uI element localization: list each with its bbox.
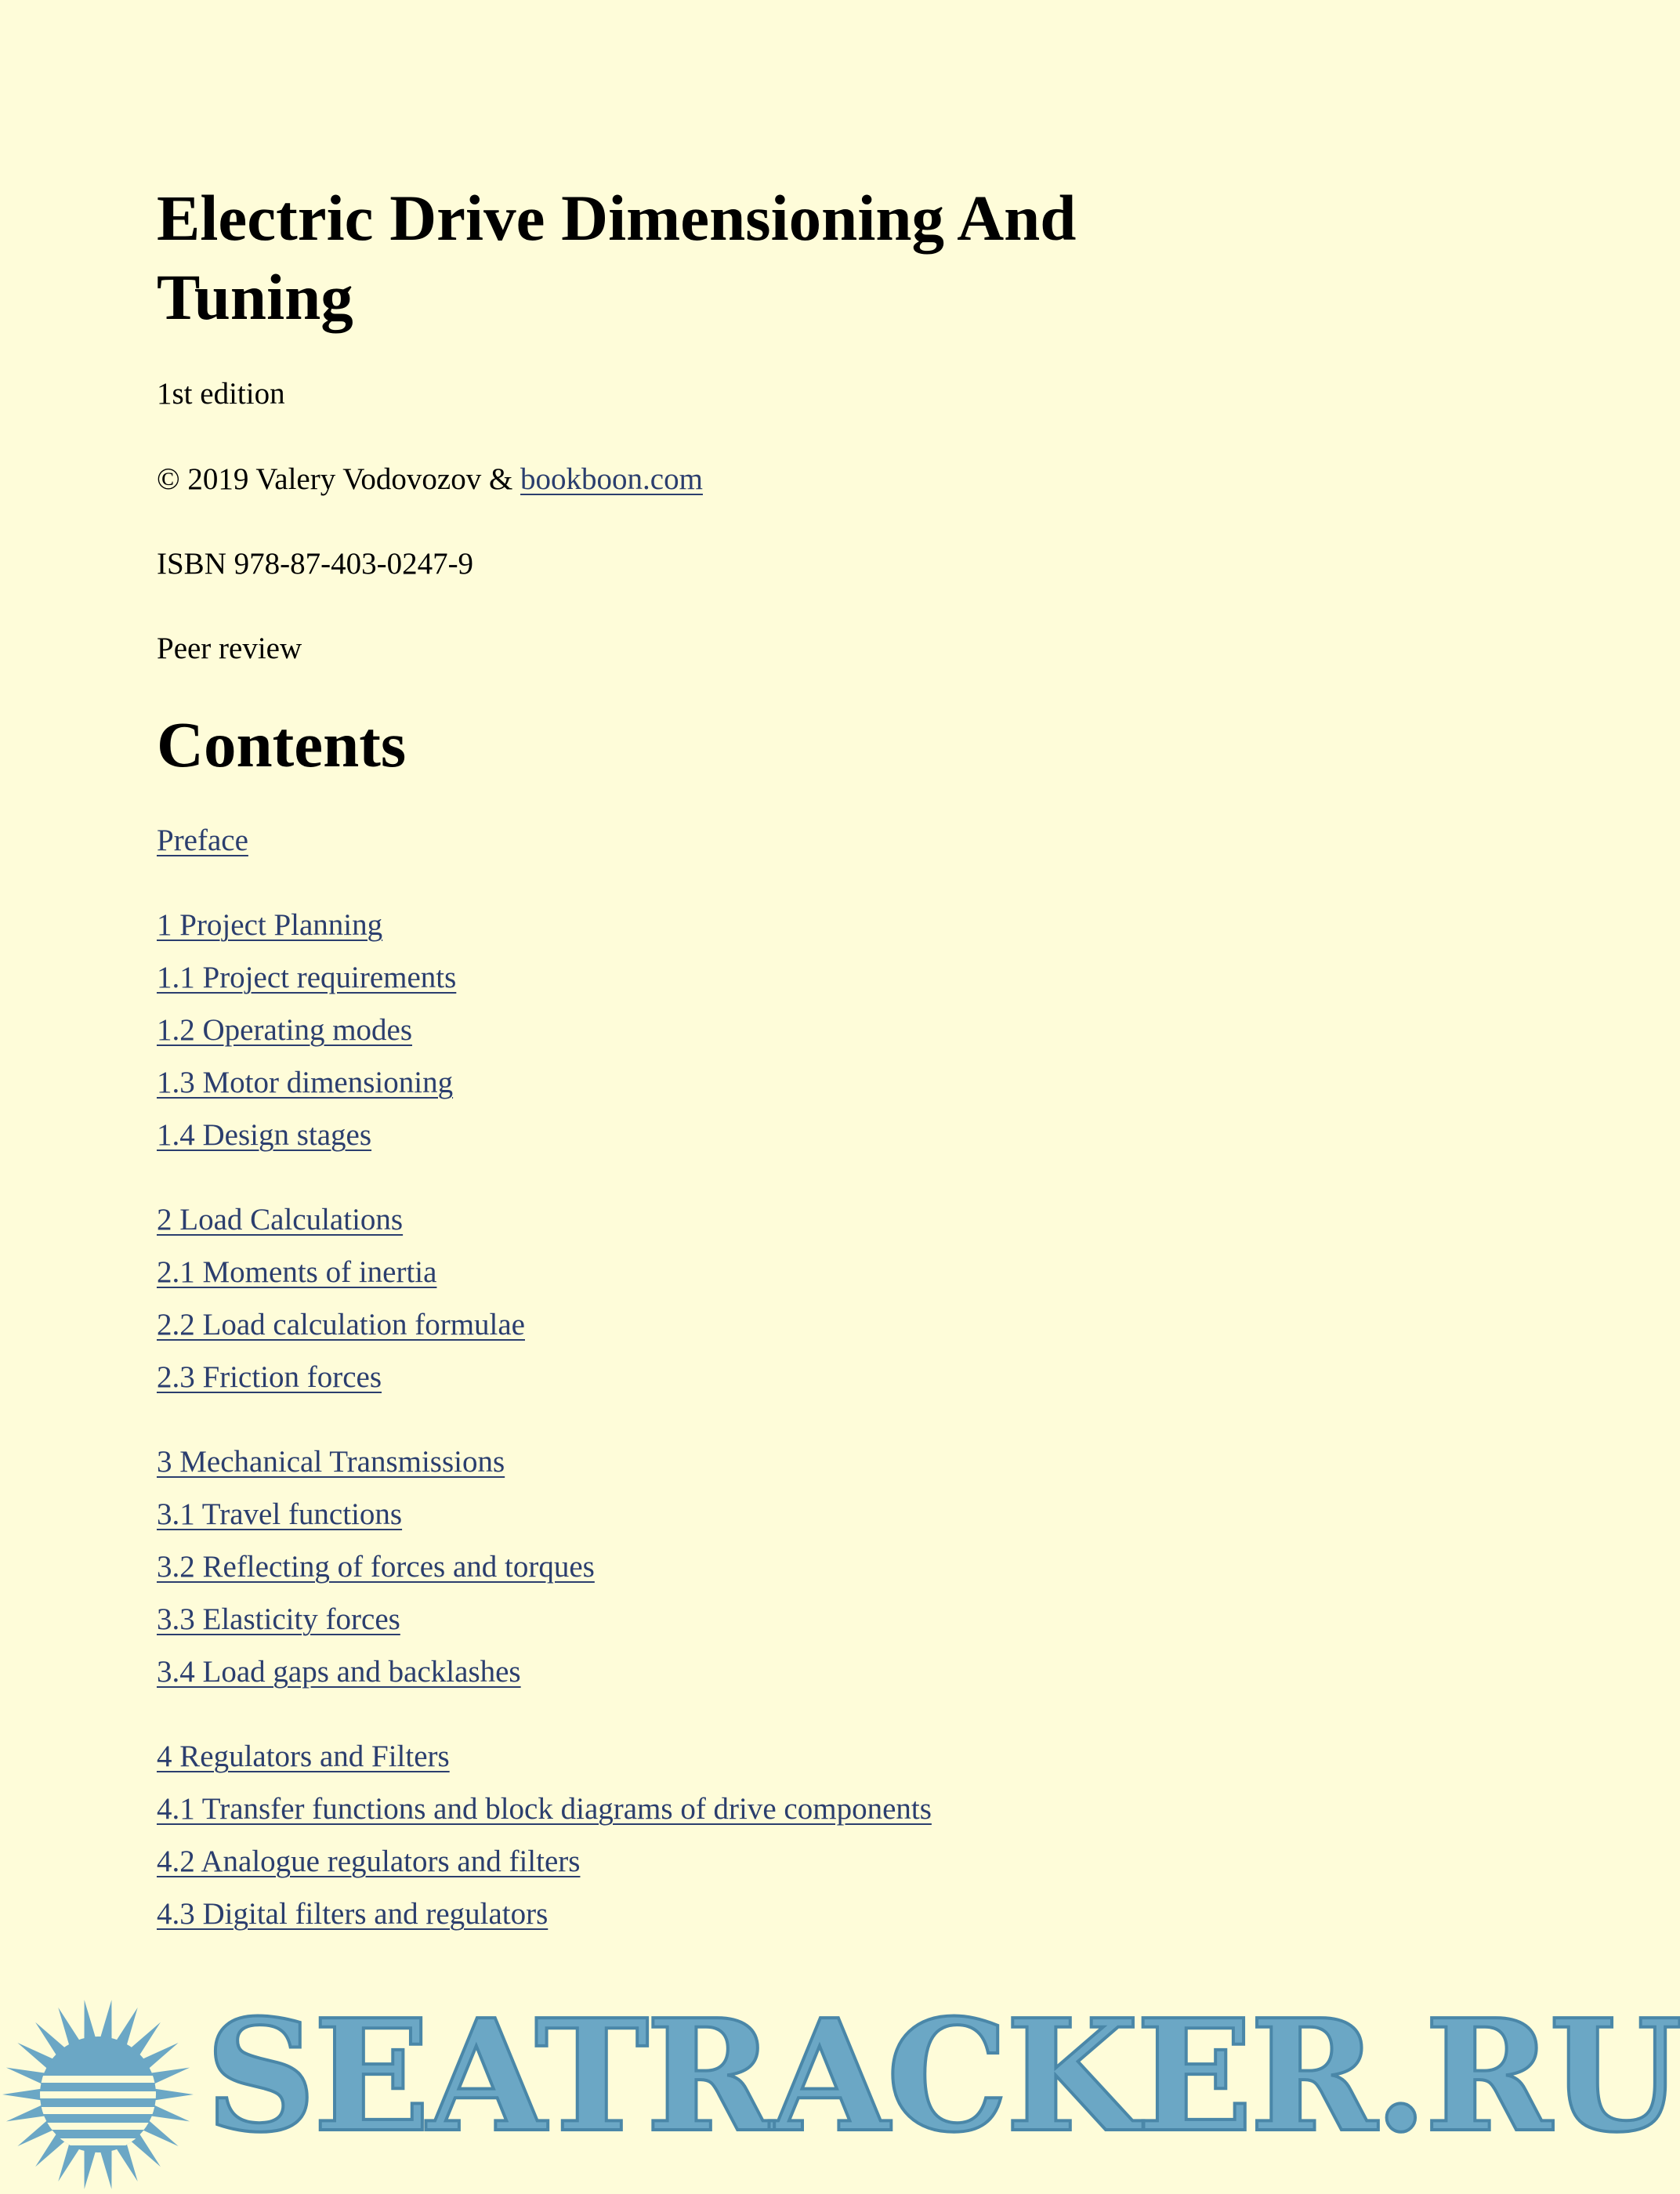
- publisher-link[interactable]: bookboon.com: [520, 462, 703, 496]
- toc-link[interactable]: 1.4 Design stages: [157, 1118, 372, 1152]
- toc-link[interactable]: 2.2 Load calculation formulae: [157, 1308, 525, 1341]
- toc-link[interactable]: 1 Project Planning: [157, 908, 383, 942]
- edition-line: 1st edition: [157, 377, 285, 411]
- toc-link[interactable]: 4.3 Digital filters and regulators: [157, 1897, 549, 1931]
- toc-link[interactable]: 2.3 Friction forces: [157, 1360, 382, 1394]
- peer-review-line: Peer review: [157, 632, 302, 665]
- toc-link[interactable]: 2 Load Calculations: [157, 1203, 404, 1236]
- toc-group-chapter-4: [157, 1730, 1254, 1940]
- toc-link[interactable]: 1.3 Motor dimensioning: [157, 1066, 454, 1099]
- book-title: Electric Drive Dimensioning And Tuning: [157, 182, 1077, 333]
- toc-link[interactable]: 3.1 Travel functions: [157, 1497, 403, 1531]
- copyright-text: © 2019 Valery Vodovozov &: [157, 462, 521, 496]
- toc-group-preface: [157, 814, 1254, 867]
- table-of-contents: [157, 814, 1254, 1940]
- watermark: [0, 1986, 1680, 2194]
- toc-link[interactable]: 3 Mechanical Transmissions: [157, 1445, 505, 1479]
- toc-link[interactable]: 3.3 Elasticity forces: [157, 1602, 400, 1636]
- toc-group-chapter-1: [157, 899, 1254, 1161]
- toc-link[interactable]: 4.1 Transfer functions and block diagrams of drive components: [157, 1792, 932, 1826]
- toc-link[interactable]: 3.4 Load gaps and backlashes: [157, 1655, 521, 1689]
- toc-group-chapter-3: [157, 1436, 1254, 1698]
- toc-link[interactable]: 1.1 Project requirements: [157, 961, 457, 994]
- toc-link[interactable]: Preface: [157, 824, 248, 857]
- toc-link[interactable]: 4 Regulators and Filters: [157, 1740, 450, 1773]
- toc-link[interactable]: 2.1 Moments of inertia: [157, 1255, 437, 1289]
- document-page: [157, 179, 1254, 1940]
- contents-heading: Contents: [157, 708, 407, 780]
- isbn-line: ISBN 978-87-403-0247-9: [157, 547, 474, 581]
- toc-group-chapter-2: [157, 1193, 1254, 1403]
- copyright-line: [157, 462, 1254, 498]
- toc-link[interactable]: 4.2 Analogue regulators and filters: [157, 1845, 581, 1878]
- sun-logo-icon: [0, 1994, 204, 2194]
- watermark-text: SEATRACKER.RU: [205, 1986, 1680, 2167]
- toc-link[interactable]: 1.2 Operating modes: [157, 1013, 413, 1047]
- toc-link[interactable]: 3.2 Reflecting of forces and torques: [157, 1550, 595, 1584]
